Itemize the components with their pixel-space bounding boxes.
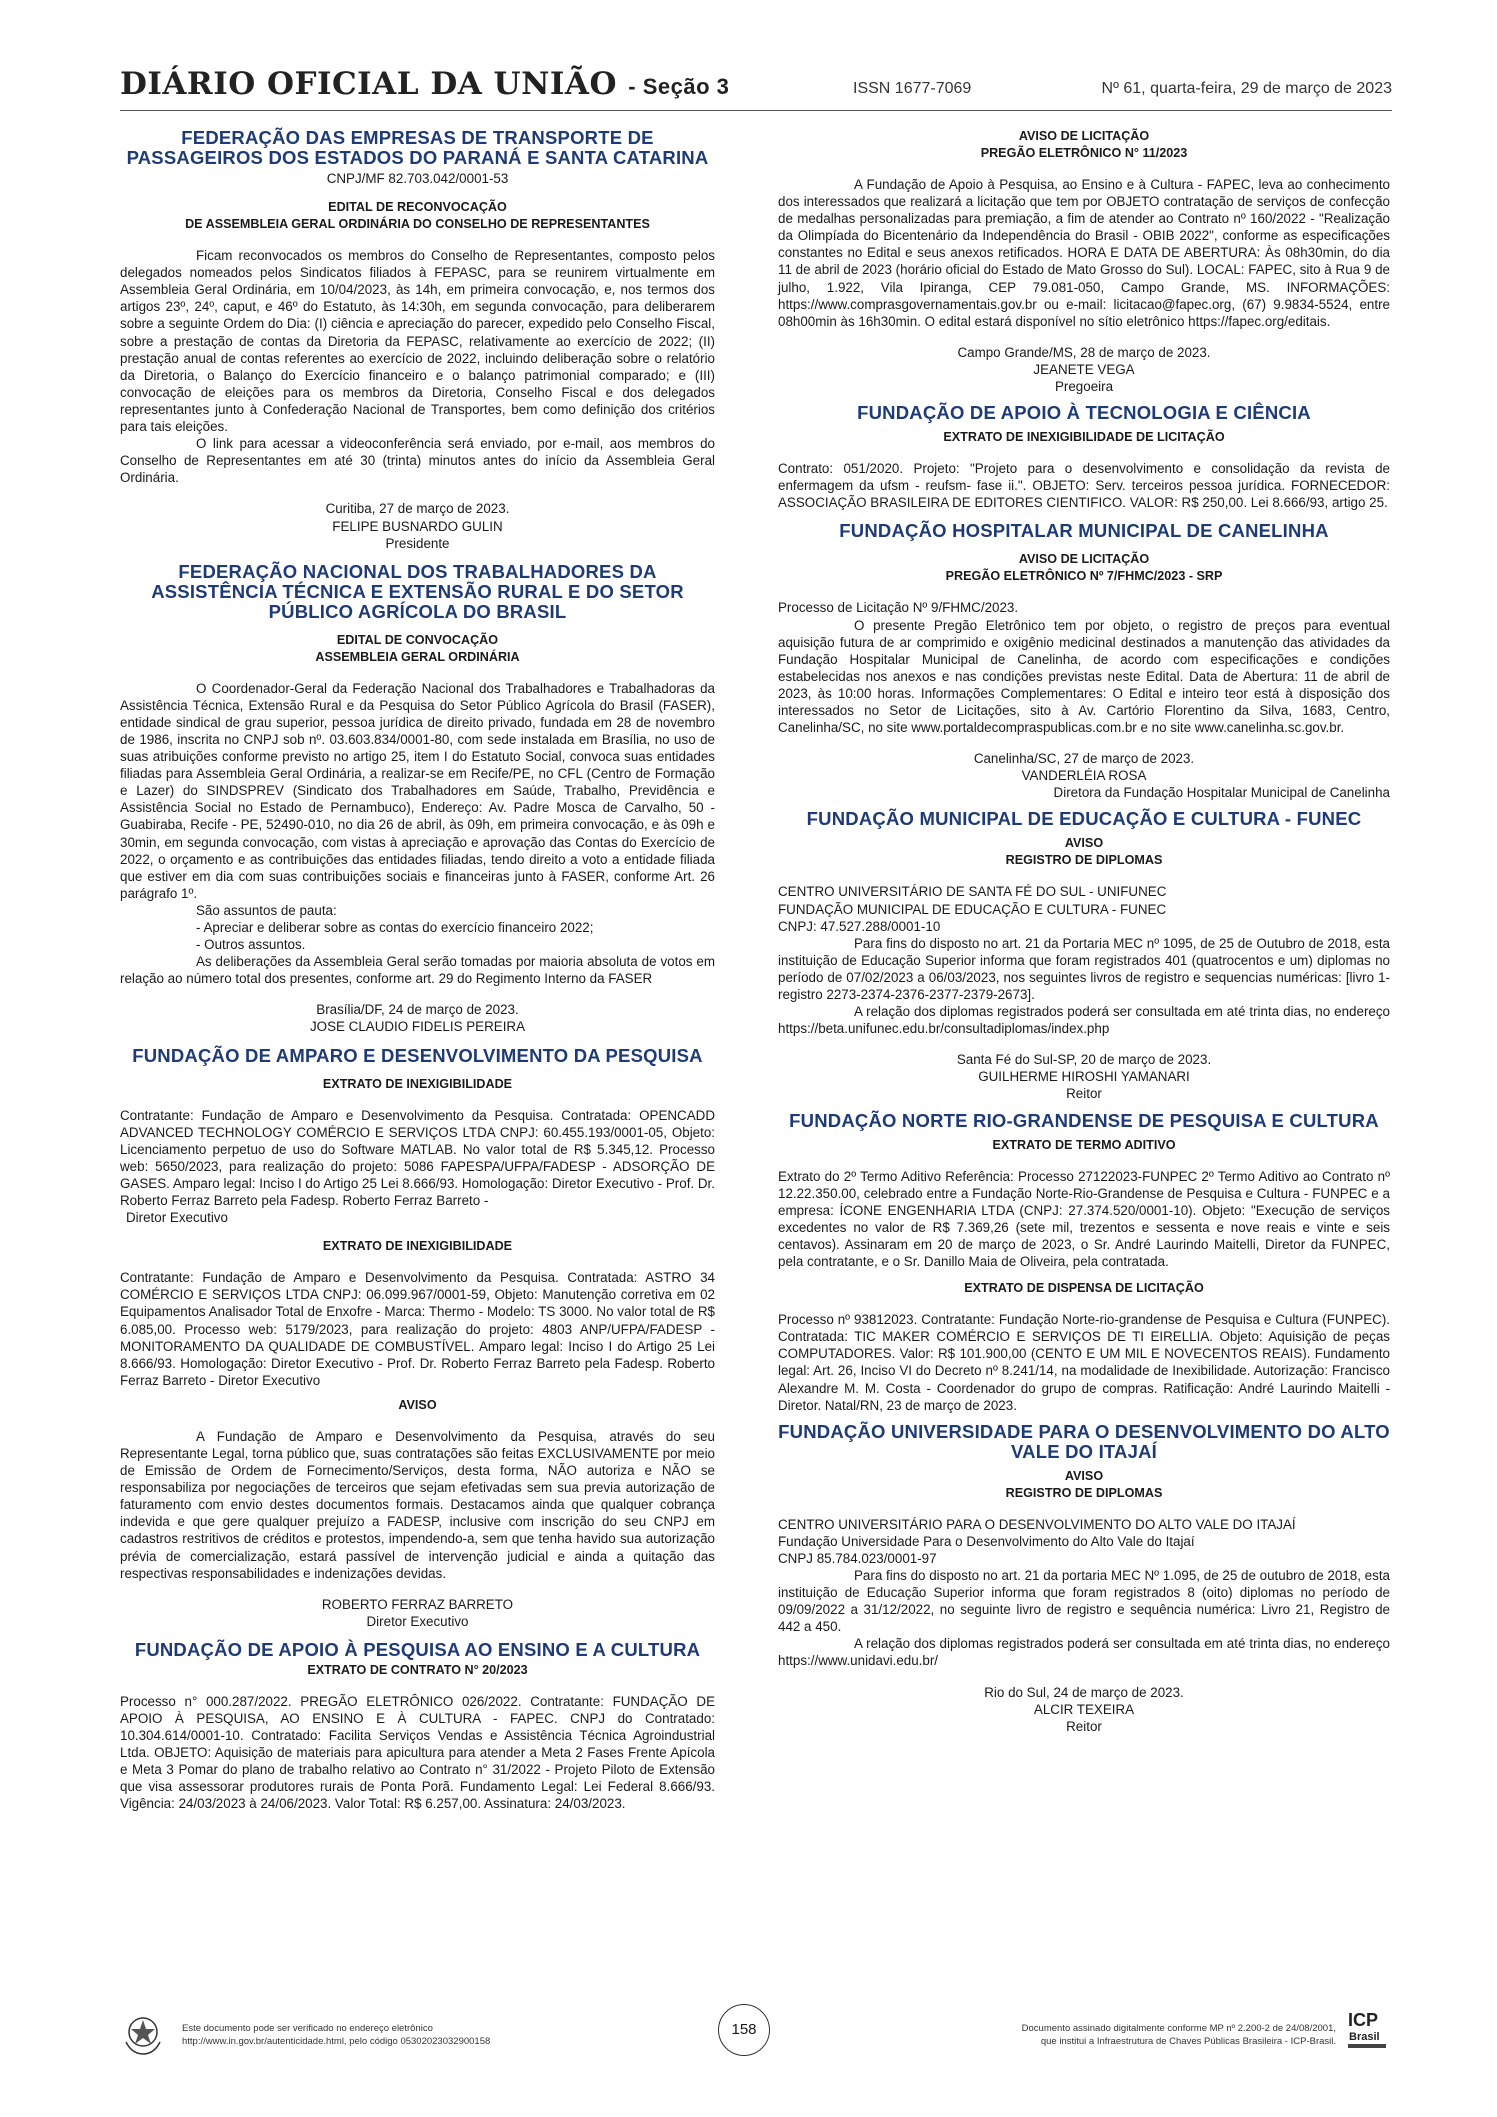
paragraph: Ficam reconvocados os membros do Conselho de Representantes, composto pelos delegados nomeados pelos Sindicatos filiados à FEPASC, para se reunirem virtualmente em Assembleia Geral Ordinária, em 10/04/2023, às 14h, em primeira convocação, e, nos termos dos artigos 23º, 24º, caput, e 46º do Estatuto, às 14:30h, em segunda convocação, para deliberarem sobre a seguinte Ordem do Dia: (I) ciência e apreciação do parecer, expedido pelo Conselho Fiscal, sobre a prestação de contas da Diretoria da FEPASC, relativamente ao exercício de 2022; (II) prestação anual de contas referentes ao exercício de 2022, incluindo deliberação sobre o relatório da Diretoria, o Balanço do Exercício financeiro e o balanço patrimonial comparado; e (III) convocação de eleições para os membros da Diretoria, Conselho Fiscal e dos delegados representantes junto à Confederação Nacional de Transportes, bem como definição dos critérios para tais eleições. [120,248,715,435]
signer-role: Reitor [1066,1086,1102,1102]
place-date: Campo Grande/MS, 28 de março de 2023. [957,344,1211,360]
org-title: FUNDAÇÃO UNIVERSIDADE PARA O DESENVOLVIMENTO DO ALTO VALE DO ITAJAÍ [778,1420,1390,1462]
signer-name: FELIPE BUSNARDO GULIN [332,518,503,534]
notice-title: EXTRATO DE INEXIGIBILIDADE [322,1239,513,1254]
paragraph: A Fundação de Amparo e Desenvolvimento da Pesquisa, através do seu Representante Legal, torna público que, suas contratações são feitas EXCLUSIVAMENTE por meio de Emissão de Ordem de Fornecimento/Serviços, desta forma, NÃO autoriza e NÃO se responsabiliza por negociações de terceiros que sejam efetivadas sem sua previa autorização de faturamento com envio destes documentos formais. Destacamos ainda que qualquer cobrança indevida e que gere qualquer prejuízo a FADESP, inclusive com inscrição do seu CNPJ em cadastros restritivos de créditos e protestos, impendendo-a, sem que tenha havido sua autorização prévia de comercialização, estará passível de intervenção judicial e ainda a quitação das respectivas responsabilidades e indenizações devidas. [120,1428,715,1581]
signer-role: Diretora da Fundação Hospitalar Municipal de Canelinha [1053,785,1390,801]
paragraph: A relação dos diplomas registrados poderá ser consultada em até trinta dias, no endereço https://beta.unifunec.edu.br/consultadiplomas/index.php [778,1004,1390,1037]
signer-name: JOSE CLAUDIO FIDELIS PEREIRA [309,1019,526,1035]
notice-subtitle: PREGÃO ELETRÔNICO Nº 7/FHMC/2023 - SRP [945,569,1223,584]
page-header [120,66,1392,111]
notice-title: EDITAL DE CONVOCAÇÃO [336,632,499,647]
paragraph: Contrato: 051/2020. Projeto: "Projeto para o desenvolvimento e consolidação da revista de enfermagem da ufsm - reufsm- fase ii.". OBJETO: Serv. terceiros pessoa jurídica. FORNECEDOR: ASSOCIAÇÃO BRASILEIRA DE EDITORES CIENTIFICO. VALOR: R$ 250,00. Lei 8.666/93, artigo 25. [778,461,1390,511]
notice-title: EXTRATO DE INEXIGIBILIDADE DE LICITAÇÃO [943,430,1225,445]
paragraph: Para fins do disposto no art. 21 da portaria MEC Nº 1.095, de 25 de outubro de 2018, esta instituição de Educação Superior informa que foram registrados 8 (oito) diplomas no período de 09/09/2022 a 31/12/2022, no seguinte livro de registro e sequência numérica: Livro 21, Registro de 442 a 450. [778,1567,1390,1635]
org-title: FEDERAÇÃO NACIONAL DOS TRABALHADORES DA ASSISTÊNCIA TÉCNICA E EXTENSÃO RURAL E DO SETOR PÚBLICO AGRÍCOLA DO BRASIL [151,560,684,622]
paragraph: O link para acessar a videoconferência será enviado, por e-mail, aos membros do Conselho de Representantes em até 30 (trinta) minutos antes do início da Assembleia Geral Ordinária. [120,436,715,486]
notice-funpec [778,1111,1390,1414]
signer-name: ALCIR TEXEIRA [1033,1701,1135,1717]
place-date: Brasília/DF, 24 de março de 2023. [316,1002,519,1018]
paragraph: Extrato do 2º Termo Aditivo Referência: Processo 27122023-FUNPEC 2º Termo Aditivo ao Contrato nº 12.22.350.00, celebrado entre a Fundação Norte-Rio-Grandense de Pesquisa e Cultura - FUNPEC e a empresa: ÍCONE ENGENHARIA LTDA (CNPJ: 27.374.520/0001-10). Objeto: "Execução de serviços excedentes no valor de R$ 7.369,26 (sete mil, trezentos e sessenta e nove reais e vinte e seis centavos). Assinaram em 20 de março de 2023, o Sr. André Laurindo Maitelli, Diretor da FUNPEC, pela contratante, e o Sr. Danillo Maia de Oliveira, pela contratada. [778,1168,1390,1270]
paragraph: A Fundação de Apoio à Pesquisa, ao Ensino e à Cultura - FAPEC, leva ao conhecimento dos interessados que realizará a licitação que tem por OBJETO contratação de serviços de confecção de medalhas personalizadas para premiação, a fim de atender ao Contrato nº 160/2022 - "Realização da Olimpíada do Bicentenário da Independência do Brasil - OBIB 2022", conforme as especificações constantes no Edital e seus anexos retificados. HORA E DATA DE ABERTURA: Às 08h30min, do dia 11 de abril de 2023 (horário oficial do Estado de Mato Grosso do Sul). LOCAL: FAPEC, sito à Rua 9 de julho, 1.922, Vila Ipiranga, CEP 79.081-050, Campo Grande, MS. INFORMAÇÕES: https://www.comprasgovernamentais.gov.br ou e-mail: licitacao@fapec.org, (67) 9.9834-5524, entre 08h00min às 16h30min. O edital estará disponível no sítio eletrônico https://fapec.org/editais. [778,177,1390,329]
svg-text:Brasil: Brasil [1349,2031,1380,2043]
masthead-title: DIÁRIO OFICIAL DA UNIÃO [120,66,617,102]
notice-title: EXTRATO DE CONTRATO N° 20/2023 [307,1662,528,1677]
signer-name: GUILHERME HIROSHI YAMANARI [978,1069,1190,1085]
paragraph: Para fins do disposto no art. 21 da Portaria MEC nº 1095, de 25 de Outubro de 2018, esta instituição de Educação Superior informa que foram registrados 401 (quatrocentos e um) diplomas no período de 07/02/2023 a 06/03/2023, nos seguintes livros de registro e sequencias numéricas: [livro 1- registro 2273-2374-2376-2377-2379-2673]. [778,935,1390,1002]
institution-line: CENTRO UNIVERSITÁRIO PARA O DESENVOLVIMENTO DO ALTO VALE DO ITAJAÍ [778,1516,1296,1532]
notice-title: EDITAL DE RECONVOCAÇÃO [328,200,507,215]
paragraph: As deliberações da Assembleia Geral serão tomadas por maioria absoluta de votos em relação ao número total dos presentes, conforme art. 29 do Regimento Interno da FASER [120,954,715,987]
notice-fepasc [120,128,715,552]
signer-role: Reitor [1066,1718,1102,1734]
org-title: FUNDAÇÃO DE APOIO À PESQUISA AO ENSINO E A CULTURA [134,1638,701,1660]
place-date: Santa Fé do Sul-SP, 20 de março de 2023. [956,1052,1212,1068]
paragraph: Diretor Executivo [126,1210,228,1226]
notice-title: AVISO [1064,836,1104,851]
notice-subtitle: ASSEMBLEIA GERAL ORDINÁRIA [315,649,520,664]
institution-line: FUNDAÇÃO MUNICIPAL DE EDUCAÇÃO E CULTURA - FUNEC [778,901,1167,917]
notice-unidavi [778,1422,1390,1735]
signature-line: que institui a Infraestrutura de Chaves Públicas Brasileira - ICP-Brasil. [1040,2036,1336,2047]
org-title: FUNDAÇÃO NORTE RIO-GRANDENSE DE PESQUISA E CULTURA [789,1109,1379,1131]
place-date: Canelinha/SC, 27 de março de 2023. [973,751,1195,767]
svg-text:ICP: ICP [1348,2010,1379,2030]
verification-line: Este documento pode ser verificado no endereço eletrônico [182,2023,433,2034]
notice-faser [120,562,715,1036]
paragraph: Processo n° 000.287/2022. PREGÃO ELETRÔNICO 026/2022. Contratante: FUNDAÇÃO DE APOIO À PESQUISA, AO ENSINO E À CULTURA - FAPEC. CNPJ do Contratado: 10.304.614/0001-10. Contratado: Facilita Serviços Vendas e Assistência Técnica Agroindustrial Ltda. OBJETO: Aquisição de materiais para apicultura para atender a Meta 2 Fases Frente Apícola e Meta 3 Pomar do plano de trabalho relativo ao Contrato n° 31/2022 - Projeto Piloto de Extensão que visa assessorar produtores rurais de Ponta Porã. Fundamento Legal: Lei Federal 8.666/93. Vigência: 24/03/2023 à 24/06/2023. Valor Total: R$ 6.257,00. Assinatura: 24/03/2023. [120,1693,715,1812]
coat-of-arms-icon [120,2012,166,2056]
paragraph: Processo de Licitação Nº 9/FHMC/2023. [778,600,1019,616]
institution-line: Fundação Universidade Para o Desenvolvimento do Alto Vale do Itajaí [778,1533,1195,1549]
paragraph: - Outros assuntos. [196,937,306,953]
institution-line: CNPJ: 47.527.288/0001-10 [778,918,941,934]
notice-fapec-licitacao [778,128,1390,395]
paragraph: A relação dos diplomas registrados poderá ser consultada em até trinta dias, no endereço https://www.unidavi.edu.br/ [778,1636,1390,1669]
notice-subtitle: REGISTRO DE DIPLOMAS [1005,1485,1163,1500]
notice-title: EXTRATO DE DISPENSA DE LICITAÇÃO [964,1281,1204,1296]
org-title: FUNDAÇÃO MUNICIPAL DE EDUCAÇÃO E CULTURA - FUNEC [806,808,1362,830]
place-date: Rio do Sul, 24 de março de 2023. [984,1684,1184,1700]
right-column [778,128,1390,1735]
notice-title: EXTRATO DE TERMO ADITIVO [992,1137,1176,1152]
edition-info: Nº 61, quarta-feira, 29 de março de 2023 [1101,80,1392,97]
notice-title: AVISO DE LICITAÇÃO [1018,129,1150,143]
section-label: - Seção 3 [628,74,730,99]
org-title: FUNDAÇÃO DE APOIO À TECNOLOGIA E CIÊNCIA [857,402,1311,424]
signature-line: Documento assinado digitalmente conforme MP nº 2.200-2 de 24/08/2001, [1021,2023,1336,2034]
signer-name: VANDERLÉIA ROSA [1021,768,1147,784]
paragraph: Contratante: Fundação de Amparo e Desenvolvimento da Pesquisa. Contratada: ASTRO 34 COMÉRCIO E SERVIÇOS LTDA CNPJ: 06.099.967/0001-59, Objeto: Manutenção corretiva em 02 Equipamentos Analisador Total de Enxofre - Marca: Thermo - Modelo: TS 3000. No valor total de R$ 6.085,00. Processo web: 5179/2023, para realização do projeto: 4803 ANP/UFPA/FADESP - MONITORAMENTO DA QUALIDADE DE COMBUSTÍVEL. Amparo legal: Inciso I do Artigo 25 Lei 8.666/93. Homologação: Diretor Executivo - Prof. Dr. Roberto Ferraz Barreto pela Fadesp. Roberto Ferraz Barreto - Diretor Executivo [120,1270,715,1388]
issn: ISSN 1677-7069 [853,80,972,97]
paragraph: Contratante: Fundação de Amparo e Desenvolvimento da Pesquisa. Contratada: OPENCADD ADVANCED TECHNOLOGY COMÉRCIO E SERVIÇOS LTDA CNPJ: 60.455.193/0001-05, Objeto: Licenciamento perpetuo de uso do Software MATLAB. No valor total de R$ 5.345,12. Processo web: 5650/2023, para realização do projeto: 5086 FAPESPA/UFPA/FADESP - ADSORÇÃO DE GASES. Amparo legal: Inciso I do Artigo 25 Lei 8.666/93. Homologação: Diretor Executivo - Prof. Dr. Roberto Ferraz Barreto pela Fadesp. Roberto Ferraz Barreto - [120,1107,715,1209]
org-title: FUNDAÇÃO HOSPITALAR MUNICIPAL DE CANELINHA [839,520,1329,542]
notice-subtitle: PREGÃO ELETRÔNICO N° 11/2023 [980,146,1188,160]
verification-note [182,2022,490,2048]
notice-title: AVISO [1064,1468,1104,1483]
notice-title: AVISO DE LICITAÇÃO [1018,552,1150,567]
icp-brasil-logo-icon [1346,2006,1392,2054]
notice-fapec [120,1640,715,1813]
cnpj: CNPJ/MF 82.703.042/0001-53 [326,171,509,186]
org-title: FEDERAÇÃO DAS EMPRESAS DE TRANSPORTE DE PASSAGEIROS DOS ESTADOS DO PARANÁ E SANTA CATARINA [126,127,709,168]
signer-role: Diretor Executivo [366,1613,469,1629]
verification-url: http://www.in.gov.br/autenticidade.html, pelo código 05302023032900158 [182,2036,491,2047]
signature-note [1022,2022,1336,2048]
notice-subtitle: DE ASSEMBLEIA GERAL ORDINÁRIA DO CONSELHO DE REPRESENTANTES [185,217,650,232]
notice-funec [778,809,1390,1102]
paragraph: São assuntos de pauta: [196,902,337,918]
paragraph: O presente Pregão Eletrônico tem por objeto, o registro de preços para eventual aquisição futura de ar comprimido e oxigênio medicinal destinados a manutenção das atividades da Fundação Hospitalar Municipal de Canelinha, de acordo com especificações e condições estabelecidas nos anexos e nas condições previstas neste Edital. Data de Abertura: 11 de abril de 2023, às 10:00 horas. Informações Complementares: O Edital e inteiro teor está à disposição dos interessados no Setor de Licitações, sito à Av. Cartório Florentino da Silva, 1683, Centro, Canelinha/SC, no site www.portaldecompraspublicas.com.br e no site www.canelinha.sc.gov.br. [778,617,1390,736]
paragraph: O Coordenador-Geral da Federação Nacional dos Trabalhadores e Trabalhadoras da Assistência Técnica, Extensão Rural e da Pesquisa do Setor Público Agrícola do Brasil (FASER), entidade sindical de grau superior, pessoa jurídica de direito privado, fundada em 28 de novembro de 1986, inscrita no CNPJ sob nº. 03.603.834/0001-80, com sede instalada em Brasília, no uso de suas atribuições conforme previsto no artigo 25, item I do Estatuto Social, convoca suas entidades filiadas para Assembleia Geral Ordinária, a realizar-se em Recife/PE, no CFL (Centro de Formação e Lazer) do SINDSPREV (Sindicato dos Trabalhadores em Saúde, Trabalho, Previdência e Assistência Social no Estado de Pernambuco), Endereço: Av. Padre Mosca de Carvalho, 50 - Guabiraba, Recife - PE, 52490-010, no dia 26 de abril, às 09h, em primeira convocação, e às 09h e 30min, em segunda convocação, com vistas à apreciação e aprovação das Contas do Exercício de 2022, o orçamento e as contribuições das entidades filiadas, tendo direito a voto a entidade filiada que estiver em dia com suas contribuições sociais e financeiras junto à FASER, conforme Art. 26 parágrafo 1º. [120,680,715,901]
paragraph: - Apreciar e deliberar sobre as contas do exercício financeiro 2022; [196,920,594,935]
notice-title: AVISO [398,1397,437,1412]
notice-fhmc [778,521,1390,801]
left-column [120,128,715,1813]
notice-subtitle: REGISTRO DE DIPLOMAS [1005,853,1163,868]
signer-name: JEANETE VEGA [1033,361,1135,377]
signer-role: Presidente [385,535,450,551]
paragraph: Processo nº 93812023. Contratante: Fundação Norte-rio-grandense de Pesquisa e Cultura (FUNPEC). Contratada: TIC MAKER COMÉRCIO E SERVIÇOS DE TI EIRELLIA. Objeto: Aquisição de peças COMPUTADORES. Valor: R$ 101.900,00 (CENTO E UM MIL E NOVECENTOS REAIS). Fundamento legal: Art. 26, Inciso VI do Decreto nº 8.241/14, na modalidade de Inexibilidade. Autorização: Francisco Alexandre M. M. Costa - Coordenador do grupo de compras. Ratificação: André Laurindo Maitelli - Diretor. Natal/RN, 23 de março de 2023. [778,1312,1390,1413]
institution-line: CENTRO UNIVERSITÁRIO DE SANTA FÉ DO SUL - UNIFUNEC [778,884,1167,900]
signer-name: ROBERTO FERRAZ BARRETO [321,1596,514,1612]
page-footer [120,2000,1392,2060]
notice-fatec [778,403,1390,511]
page-number: 158 [718,2004,770,2056]
masthead [120,66,729,102]
signer-role: Pregoeira [1054,379,1114,395]
institution-line: CNPJ 85.784.023/0001-97 [778,1550,937,1566]
notice-title: EXTRATO DE INEXIGIBILIDADE [322,1076,513,1091]
org-title: FUNDAÇÃO DE AMPARO E DESENVOLVIMENTO DA PESQUISA [132,1044,703,1066]
notice-fadesp [120,1046,715,1630]
place-date: Curitiba, 27 de março de 2023. [325,501,510,517]
